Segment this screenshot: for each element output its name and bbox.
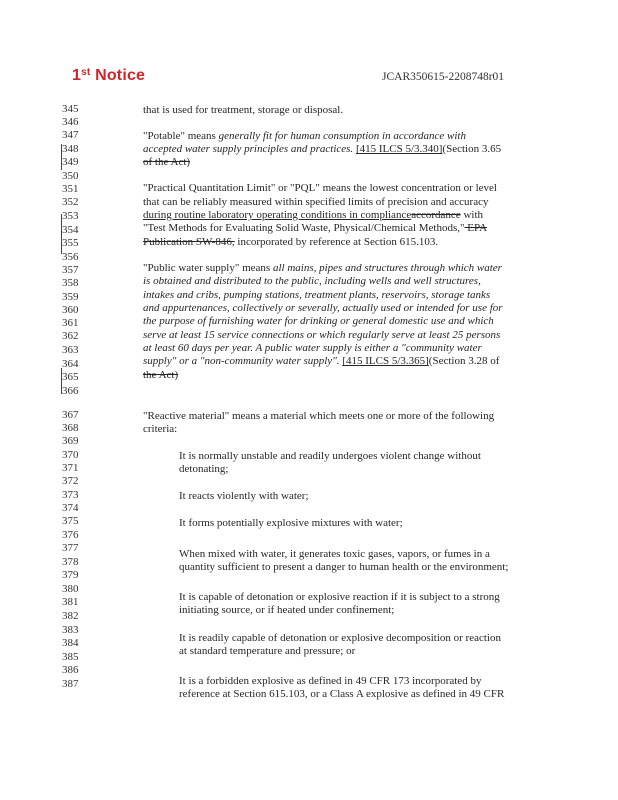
line-number: 370 — [62, 449, 79, 461]
line-number: 371 — [62, 462, 79, 474]
notice-ordinal: st — [81, 67, 91, 78]
criterion-line: detonating; — [179, 463, 229, 475]
criterion-line: It forms potentially explosive mixtures with water; — [179, 517, 403, 529]
document-id: JCAR350615-2208748r01 — [382, 71, 505, 83]
line-number: 373 — [62, 489, 79, 501]
line-number: 369 — [62, 435, 79, 447]
line-number: 366 — [62, 385, 79, 397]
inserted-citation: [415 ILCS 5/3.340] — [355, 143, 443, 155]
text: "Test Methods for Evaluating Solid Waste, Physical/Chemical Methods," — [143, 222, 465, 234]
revision-bar — [61, 144, 62, 170]
pws-definition-line — [143, 355, 499, 367]
line-number: 378 — [62, 556, 79, 568]
deleted-text: EPA — [464, 222, 488, 234]
line-number: 377 — [62, 542, 79, 554]
line-number: 356 — [62, 251, 79, 263]
italic-text: generally fit for human consumption in accordance with — [218, 130, 466, 142]
pws-definition-line: at least 60 days per year. A public water supply is either a "community water — [143, 342, 482, 354]
term-pws: "Public water supply" means — [143, 262, 273, 274]
criterion-line: When mixed with water, it generates toxic gases, vapors, or fumes in a — [179, 548, 490, 560]
potable-definition-line — [143, 156, 190, 168]
reactive-definition-line: criteria: — [143, 423, 178, 435]
section-ref: (Section 3.65 — [442, 143, 502, 155]
revision-bar — [61, 214, 62, 254]
deleted-text: Publication SW-846, — [143, 236, 235, 248]
deleted-text: the Act) — [143, 369, 179, 381]
italic-text: all mains, pipes and structures through which water — [272, 262, 502, 274]
inserted-text: during routine laboratory operating conditions in compliance — [143, 209, 412, 221]
line-number: 351 — [62, 183, 79, 195]
revision-bar — [61, 368, 62, 394]
italic-text: accepted water supply principles and practices. — [143, 143, 354, 155]
potable-definition-line — [143, 143, 501, 155]
line-number: 386 — [62, 664, 79, 676]
line-number: 381 — [62, 596, 79, 608]
criterion-line: It is capable of detonation or explosive reaction if it is subject to a strong — [179, 591, 500, 603]
line-number: 379 — [62, 569, 79, 581]
line-number: 384 — [62, 637, 79, 649]
pws-definition-line — [143, 262, 502, 274]
reactive-definition-line: "Reactive material" means a material which meets one or more of the following — [143, 410, 495, 422]
line-number: 345 — [62, 103, 79, 115]
pws-definition-line — [143, 369, 178, 381]
criterion-line: It is normally unstable and readily undergoes violent change without — [179, 450, 481, 462]
line-number: 350 — [62, 170, 79, 182]
term-potable: "Potable" means — [143, 130, 219, 142]
criterion-line: initiating source, or if heated under confinement; — [179, 604, 395, 616]
deleted-text: of the Act) — [143, 156, 191, 168]
line-number: 364 — [62, 358, 79, 370]
line-number: 352 — [62, 196, 79, 208]
line-number: 353 — [62, 210, 79, 222]
notice-word: Notice — [95, 67, 146, 84]
line-number: 365 — [62, 371, 79, 383]
line-number: 357 — [62, 264, 79, 276]
line-number: 372 — [62, 475, 79, 487]
text-line: that is used for treatment, storage or disposal. — [143, 104, 344, 116]
line-number: 387 — [62, 678, 79, 690]
text: incorporated by reference at Section 615.103. — [234, 236, 439, 248]
line-number: 354 — [62, 224, 79, 236]
line-number: 363 — [62, 344, 79, 356]
pws-definition-line: is obtained and distributed to the public, including wells and well structures, — [143, 275, 481, 287]
notice-number: 1 — [72, 67, 82, 84]
line-number: 360 — [62, 304, 79, 316]
line-number: 383 — [62, 624, 79, 636]
line-number: 382 — [62, 610, 79, 622]
notice-heading — [72, 67, 145, 85]
text: with — [460, 209, 483, 221]
line-number: 348 — [62, 143, 79, 155]
line-number: 347 — [62, 129, 79, 141]
criterion-line: reference at Section 615.103, or a Class A explosive as defined in 49 CFR — [179, 688, 505, 700]
section-ref: (Section 3.28 of — [428, 355, 500, 367]
line-number: 385 — [62, 651, 79, 663]
potable-definition-line — [143, 130, 466, 142]
line-number: 375 — [62, 515, 79, 527]
criterion-line: quantity sufficient to present a danger to human health or the environment; — [179, 561, 509, 573]
pws-definition-line: serve at least 15 service connections or which regularly serve at least 25 persons — [143, 329, 501, 341]
pql-definition-line: that can be reliably measured within specified limits of precision and accuracy — [143, 196, 489, 208]
line-number: 358 — [62, 277, 79, 289]
pql-definition-line — [143, 209, 483, 221]
deleted-text: accordance — [411, 209, 461, 221]
line-number: 355 — [62, 237, 79, 249]
pws-definition-line: intakes and cribs, pumping stations, treatment plants, reservoirs, storage tanks — [143, 289, 491, 301]
line-number: 359 — [62, 291, 79, 303]
line-number: 368 — [62, 422, 79, 434]
pws-definition-line: the purpose of furnishing water for drinking or general domestic use and which — [143, 315, 494, 327]
line-number: 362 — [62, 330, 79, 342]
line-number: 374 — [62, 502, 79, 514]
criterion-line: at standard temperature and pressure; or — [179, 645, 356, 657]
italic-text: supply" or a "non-community water supply". — [143, 355, 340, 367]
pql-definition-line — [143, 222, 487, 234]
line-number: 346 — [62, 116, 79, 128]
line-number: 376 — [62, 529, 79, 541]
line-number: 367 — [62, 409, 79, 421]
criterion-line: It is readily capable of detonation or explosive decomposition or reaction — [179, 632, 501, 644]
pql-definition-line: "Practical Quantitation Limit" or "PQL" means the lowest concentration or level — [143, 182, 497, 194]
pws-definition-line: and appurtenances, collectively or severally, actually used or intended for use for — [143, 302, 503, 314]
pql-definition-line — [143, 236, 438, 248]
line-number: 349 — [62, 156, 79, 168]
line-number: 380 — [62, 583, 79, 595]
line-number: 361 — [62, 317, 79, 329]
criterion-line: It is a forbidden explosive as defined in 49 CFR 173 incorporated by — [179, 675, 482, 687]
criterion-line: It reacts violently with water; — [179, 490, 309, 502]
inserted-citation: [415 ILCS 5/3.365] — [342, 355, 429, 367]
